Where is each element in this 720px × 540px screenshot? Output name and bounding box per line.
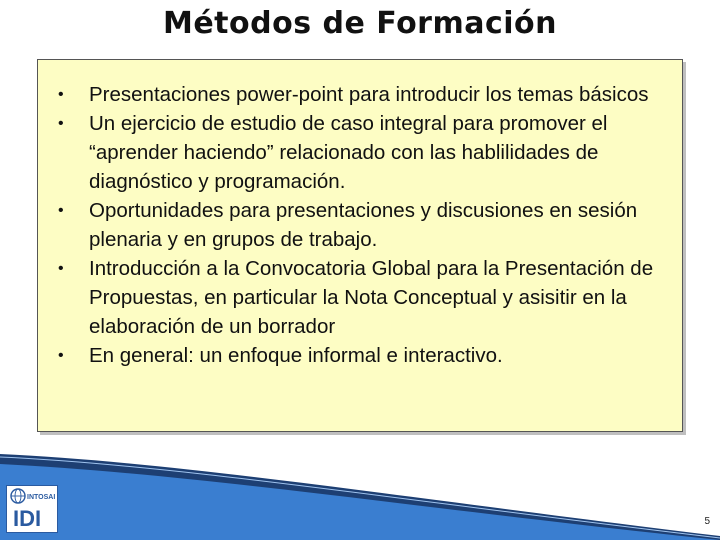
list-item: [38, 80, 664, 109]
content-box: [37, 59, 683, 432]
idi-logo: [6, 485, 58, 533]
list-item: [38, 254, 664, 341]
page-title: Métodos de Formación: [162, 6, 558, 41]
bullet-icon: •: [58, 202, 64, 219]
wave-light-band: [0, 464, 720, 540]
logo-idi-text: IDI: [13, 506, 42, 531]
bullet-list: [38, 80, 664, 370]
bullet-text: Un ejercicio de estudio de caso integral para promover el “aprender haciendo” relacionado con las hablilidades de diagnóstico y programación.: [89, 112, 608, 193]
bullet-text: Introducción a la Convocatoria Global para la Presentación de Propuestas, en particular la Nota Conceptual y asisitir en la elaboración de un borrador: [89, 257, 654, 338]
bullet-text: Presentaciones power-point para introducir los temas básicos: [89, 83, 649, 106]
bullet-icon: •: [58, 347, 64, 364]
logo-intosai-text: INTOSAI: [27, 494, 56, 501]
bullet-text: Oportunidades para presentaciones y discusiones en sesión plenaria y en grupos de trabajo.: [89, 199, 638, 251]
bullet-icon: •: [58, 86, 64, 103]
list-item: [38, 196, 664, 254]
bullet-icon: •: [58, 115, 64, 132]
decorative-wave-band: [0, 440, 720, 540]
list-item: [38, 109, 664, 196]
bullet-text: En general: un enfoque informal e interactivo.: [89, 344, 503, 367]
bullet-icon: •: [58, 260, 64, 277]
page-number: 5: [704, 516, 710, 527]
list-item: [38, 341, 664, 370]
